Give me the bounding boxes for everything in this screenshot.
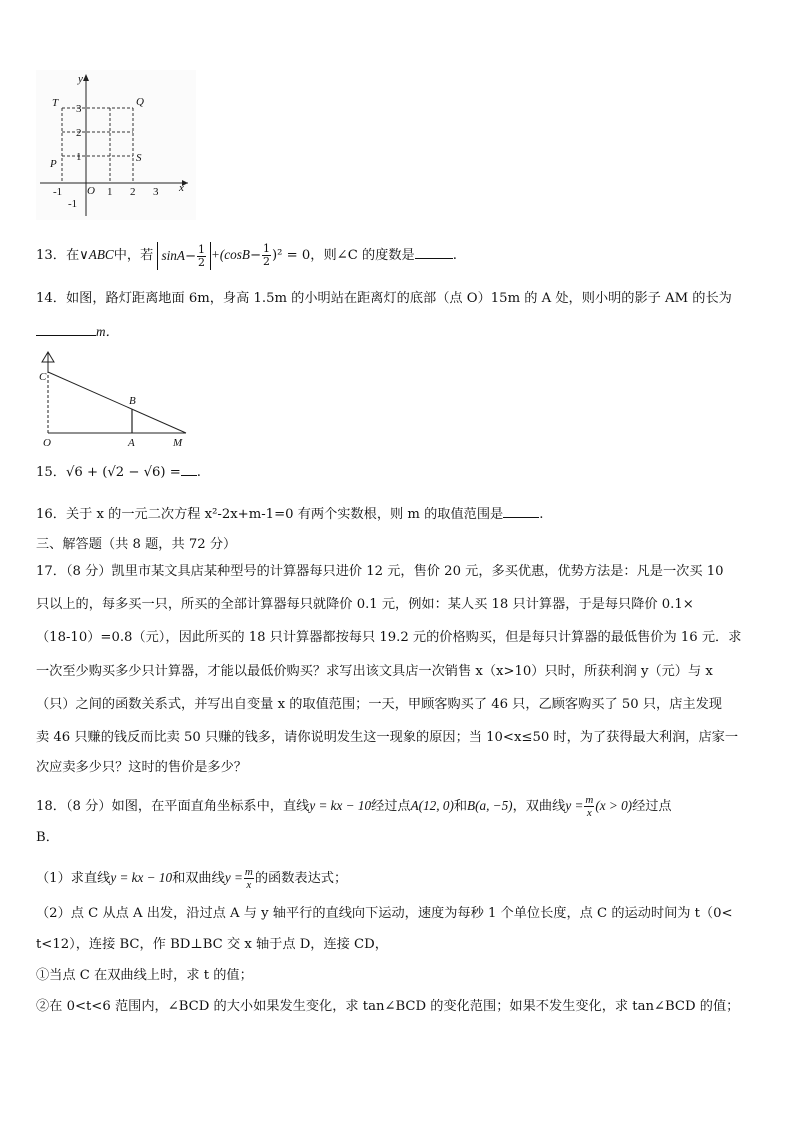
q13-half-fraction-2 xyxy=(262,243,271,268)
question-18-part-1 xyxy=(36,862,347,895)
question-13 xyxy=(36,240,457,271)
q15-text: 15．√6 + (√2 − √6) = xyxy=(36,465,181,480)
question-17-line: 次应卖多少只？这时的售价是多少？ xyxy=(36,760,247,775)
q18-p1-hyperbola-y: y = xyxy=(224,870,243,885)
point-c-label: C xyxy=(39,371,47,383)
y-tick-label: 2 xyxy=(76,127,82,139)
q18-hyperbola-text: ，双曲线 xyxy=(512,799,566,814)
q13-half-fraction xyxy=(197,244,206,269)
point-s-label: S xyxy=(136,152,142,164)
q15-end: . xyxy=(196,465,201,480)
point-o-label: O xyxy=(43,437,51,449)
question-18-sub-1: ①当点 C 在双曲线上时，求 t 的值； xyxy=(36,968,253,983)
q18-p1-line-equation: y = kx − 10 xyxy=(110,870,173,885)
q13-prefix: 13．在 xyxy=(36,248,80,263)
question-14-line-1: 14．如图，路灯距离地面 6m，身高 1.5m 的小明站在距离灯的底部（点 O）15m 的 A 处，则小明的影子 AM 的长为 xyxy=(36,291,732,306)
fraction-denominator: 2 xyxy=(198,255,205,269)
y-tick-label: 1 xyxy=(76,151,82,163)
fraction-denominator: x xyxy=(246,879,252,891)
point-m-label: M xyxy=(173,437,183,449)
answer-blank[interactable] xyxy=(181,461,197,476)
q13-middle: 中，若 xyxy=(113,248,154,263)
q18-p1-intro: （1）求直线 xyxy=(36,871,111,886)
q13-end: . xyxy=(452,248,457,263)
q18-passes-point: 经过点 xyxy=(632,799,672,814)
answer-blank[interactable] xyxy=(503,503,539,518)
q13-tail: ，则∠C 的度数是 xyxy=(310,248,415,263)
question-18-part-2-line-2: t<12），连接 BC，作 BD⊥BC 交 x 轴于点 D，连接 CD， xyxy=(36,937,388,952)
point-t-label: T xyxy=(52,97,59,109)
q18-point-b: B(a, −5) xyxy=(467,798,513,813)
point-a-label: A xyxy=(128,437,135,449)
question-16 xyxy=(36,503,543,526)
y-tick-label: -1 xyxy=(68,198,78,210)
light-ray xyxy=(48,372,186,433)
y-tick-label: 3 xyxy=(76,103,82,115)
question-18-sub-2: ②在 0<t<6 范围内，∠BCD 的大小如果发生变化，求 tan∠BCD 的变化范围；如果不发生变化，求 tan∠BCD 的值； xyxy=(36,999,740,1014)
q16-text: 16．关于 x 的一元二次方程 x²-2x+m-1=0 有两个实数根，则 m 的取值范围是 xyxy=(36,507,504,522)
question-17-line: 17．（8 分）凯里市某文具店某种型号的计算器每只进价 12 元，售价 20 元，多买优惠，优势方法是：凡是一次买 10 xyxy=(36,564,724,579)
fraction-numerator: m xyxy=(244,866,253,878)
question-17-line: 只以上的，每多买一只，所买的全部计算器每只就降价 0.1 元，例如：某人买 18 只计算器，于是每只降价 0.1× xyxy=(36,597,694,612)
q18-hyperbola-fraction xyxy=(584,794,594,819)
q18-p1-and: 和双曲线 xyxy=(172,871,225,886)
q18-hyperbola-condition: (x > 0) xyxy=(595,798,633,813)
x-tick-label: 3 xyxy=(153,186,159,198)
x-tick-label: -1 xyxy=(53,186,63,198)
fraction-numerator: 1 xyxy=(263,242,270,255)
q18-hyperbola-y: y = xyxy=(565,798,584,813)
fraction-denominator: x xyxy=(586,807,592,819)
x-tick-label: 1 xyxy=(107,186,113,198)
q18-passes: 经过点 xyxy=(371,799,411,814)
q18-intro: 18．（8 分）如图，在平面直角坐标系中，直线 xyxy=(36,799,310,814)
q13-squared-eq: )² = 0 xyxy=(272,248,311,263)
fraction-numerator: 1 xyxy=(198,242,205,256)
q13-sin: sinA xyxy=(161,247,185,263)
q13-triangle: ∨ABC xyxy=(79,247,114,262)
question-17-line: 一次至少购买多少只计算器，才能以最低价购买？求写出该文具店一次销售 x（x>10）只时，所获利润 y（元）与 x xyxy=(36,664,713,679)
question-18-line-1 xyxy=(36,789,672,824)
q13-cos-term: +(cosB xyxy=(211,247,250,262)
point-q-label: Q xyxy=(136,96,144,108)
question-18-part-2-line-1: （2）点 C 从点 A 出发，沿过点 A 与 y 轴平行的直线向下运动，速度为每秒 1 个单位长度，点 C 的运动时间为 t（0< xyxy=(36,906,733,921)
question-17-line: 卖 46 只赚的钱反而比卖 50 只赚的钱多，请你说明发生这一现象的原因；当 10<x≤50 时，为了获得最大利润，店家一 xyxy=(36,730,739,745)
q18-p1-hyperbola-fraction xyxy=(244,866,254,891)
origin-label: O xyxy=(87,185,95,197)
question-17-line: （只）之间的函数关系式，并写出自变量 x 的取值范围；一天，甲顾客购买了 46 只，乙顾客购买了 50 只，店主发现 xyxy=(36,697,722,712)
question-17-line: （18-10）=0.8（元），因此所买的 18 只计算器都按每只 19.2 元的价格购买，但是每只计算器的最低售价为 16 元．求 xyxy=(36,630,742,645)
q18-and: 和 xyxy=(453,799,468,814)
question-15 xyxy=(36,461,201,484)
q14-unit: m． xyxy=(96,324,119,339)
question-14-line-2 xyxy=(36,321,119,344)
q13-absolute-value xyxy=(157,242,211,270)
section-3-title: 三、解答题（共 8 题，共 72 分） xyxy=(36,537,237,552)
answer-blank[interactable] xyxy=(415,244,453,259)
q18-point-a: A(12, 0) xyxy=(410,798,454,813)
q16-end: . xyxy=(539,507,544,522)
q13-minus-2: − xyxy=(249,248,261,263)
street-lamp-figure xyxy=(36,348,196,450)
q18-p1-tail: 的函数表达式； xyxy=(254,871,348,886)
x-tick-label: 2 xyxy=(130,186,136,198)
point-b-label: B xyxy=(129,395,136,407)
q13-minus: − xyxy=(184,248,196,264)
answer-blank[interactable] xyxy=(36,321,96,336)
x-axis-label: x xyxy=(179,182,184,194)
question-18-line-2: B． xyxy=(36,830,59,845)
fraction-numerator: m xyxy=(585,794,594,806)
coordinate-grid-figure xyxy=(36,70,196,220)
q18-line-equation: y = kx − 10 xyxy=(309,798,372,813)
point-p-label: P xyxy=(50,158,57,170)
fraction-denominator: 2 xyxy=(263,255,270,268)
y-axis-label: y xyxy=(78,73,83,85)
